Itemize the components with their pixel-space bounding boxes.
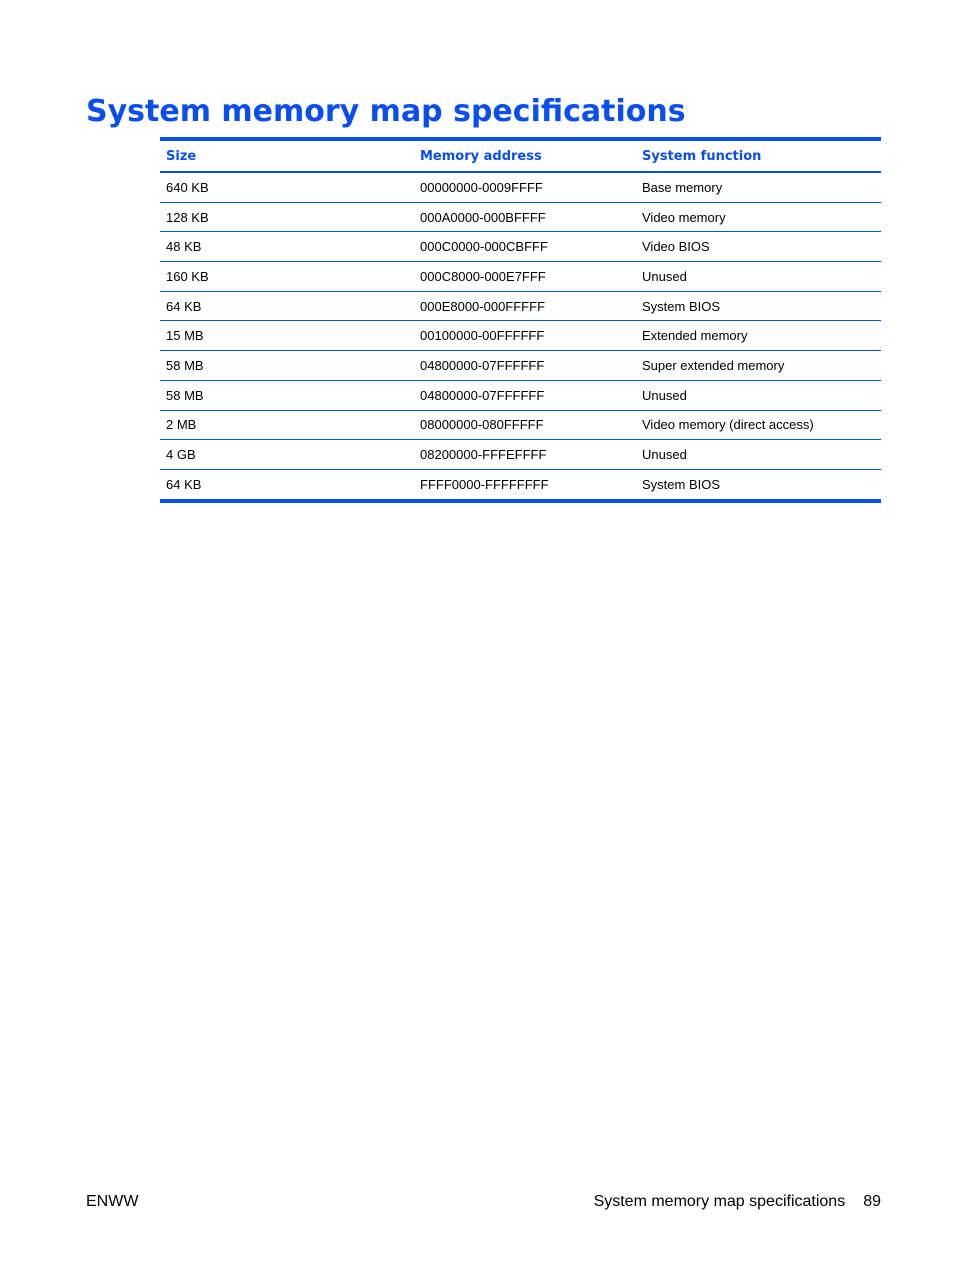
cell-system-function: Extended memory bbox=[636, 321, 881, 351]
cell-system-function: Unused bbox=[636, 440, 881, 470]
column-header-system-function: System function bbox=[636, 139, 881, 172]
cell-memory-address: 000A0000-000BFFFF bbox=[414, 202, 636, 232]
table-row bbox=[160, 291, 881, 321]
cell-system-function: Video memory (direct access) bbox=[636, 410, 881, 440]
cell-size: 128 KB bbox=[160, 202, 414, 232]
table-row bbox=[160, 410, 881, 440]
cell-memory-address: 000C0000-000CBFFF bbox=[414, 232, 636, 262]
table-row bbox=[160, 172, 881, 202]
table-row bbox=[160, 262, 881, 292]
table-row bbox=[160, 321, 881, 351]
cell-memory-address: 08000000-080FFFFF bbox=[414, 410, 636, 440]
cell-system-function: Video memory bbox=[636, 202, 881, 232]
column-header-size: Size bbox=[160, 139, 414, 172]
cell-size: 640 KB bbox=[160, 172, 414, 202]
cell-system-function: System BIOS bbox=[636, 291, 881, 321]
cell-system-function: Unused bbox=[636, 262, 881, 292]
cell-size: 2 MB bbox=[160, 410, 414, 440]
cell-system-function: Base memory bbox=[636, 172, 881, 202]
cell-size: 160 KB bbox=[160, 262, 414, 292]
page-number: 89 bbox=[863, 1193, 881, 1210]
cell-memory-address: 000E8000-000FFFFF bbox=[414, 291, 636, 321]
cell-memory-address: 000C8000-000E7FFF bbox=[414, 262, 636, 292]
cell-system-function: Video BIOS bbox=[636, 232, 881, 262]
cell-memory-address: 04800000-07FFFFFF bbox=[414, 380, 636, 410]
footer-section bbox=[594, 1192, 881, 1212]
table-row bbox=[160, 380, 881, 410]
column-header-memory-address: Memory address bbox=[414, 139, 636, 172]
cell-size: 48 KB bbox=[160, 232, 414, 262]
table-header-row bbox=[160, 139, 881, 172]
footer-doc-code: ENWW bbox=[86, 1193, 139, 1210]
cell-size: 58 MB bbox=[160, 380, 414, 410]
cell-size: 64 KB bbox=[160, 291, 414, 321]
cell-system-function: Unused bbox=[636, 380, 881, 410]
cell-memory-address: 08200000-FFFEFFFF bbox=[414, 440, 636, 470]
page-title: System memory map specifications bbox=[86, 94, 686, 129]
footer-section-title: System memory map specifications bbox=[593, 1193, 846, 1210]
table-row bbox=[160, 469, 881, 500]
table-row bbox=[160, 202, 881, 232]
cell-memory-address: 04800000-07FFFFFF bbox=[414, 351, 636, 381]
cell-memory-address: 00100000-00FFFFFF bbox=[414, 321, 636, 351]
cell-size: 15 MB bbox=[160, 321, 414, 351]
table-row bbox=[160, 440, 881, 470]
table-row bbox=[160, 351, 881, 381]
cell-size: 58 MB bbox=[160, 351, 414, 381]
cell-system-function: System BIOS bbox=[642, 476, 721, 492]
cell-size: 4 GB bbox=[160, 440, 414, 470]
cell-memory-address: 00000000-0009FFFF bbox=[414, 172, 636, 202]
memory-map-table bbox=[160, 137, 881, 503]
cell-size: 64 KB bbox=[166, 476, 202, 492]
cell-system-function: Super extended memory bbox=[636, 351, 881, 381]
cell-memory-address: FFFF0000-FFFFFFFF bbox=[420, 476, 549, 492]
table-row bbox=[160, 232, 881, 262]
